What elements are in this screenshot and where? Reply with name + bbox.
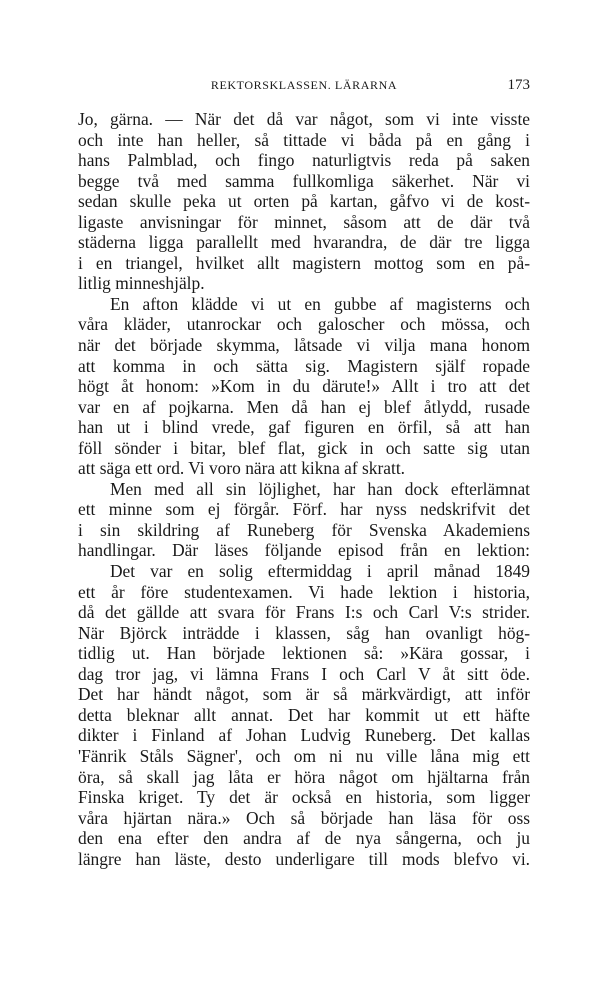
- text-line: den ena efter den andra af de nya sångerna, och ju: [78, 828, 530, 849]
- running-head: REKTORSKLASSEN. LÄRARNA: [210, 78, 398, 92]
- text-line: begge två med samma fullkomliga säkerhet. När vi: [78, 170, 530, 191]
- text-line: 'Fänrik Ståls Sägner', och om ni nu ville låna mig ett: [78, 745, 530, 766]
- text-line: hans Palmblad, och fingo naturligtvis reda på saken: [78, 150, 530, 171]
- text-line: då det gällde att svara för Frans I:s och Carl V:s strider.: [78, 602, 530, 623]
- text-line: sedan skulle peka ut orten på kartan, gåfvo vi de kost-: [78, 191, 530, 212]
- text-line: han ut i blind vrede, gaf figuren en örfil, så att han: [78, 417, 530, 438]
- text-line: Jo, gärna. — När det då var något, som vi inte visste: [78, 109, 530, 129]
- text-line: Men med all sin löjlighet, har han dock efterlämnat: [110, 478, 530, 499]
- text-line: i sin skildring af Runeberg för Svenska Akademiens: [78, 519, 530, 540]
- text-line: När Björck inträdde i klassen, såg han ovanligt hög-: [78, 622, 530, 643]
- text-line: Det har händt något, som är så märkvärdigt, att inför: [78, 684, 530, 705]
- page-header: [78, 76, 530, 94]
- text-line: tidlig ut. Han började lektionen så: »Kära gossar, i: [78, 643, 530, 664]
- text-line: Det var en solig eftermiddag i april månad 1849: [110, 561, 530, 582]
- text-line: när det började skymma, låtsade vi vilja mana honom: [78, 335, 530, 356]
- text-line: att säga ett ord. Vi voro nära att kikna af skratt.: [78, 458, 406, 479]
- text-line: litlig minneshjälp.: [78, 273, 205, 294]
- body-text: [78, 109, 530, 869]
- text-line: våra kläder, utanrockar och galoscher och mössa, och: [78, 314, 530, 335]
- page-number: 173: [507, 77, 530, 93]
- text-line: ett år före studentexamen. Vi hade lektion i historia,: [78, 581, 530, 602]
- text-line: ett minne som ej förgår. Förf. har nyss nedskrifvit det: [78, 499, 530, 520]
- text-line: handlingar. Där läses följande episod från en lektion:: [78, 540, 530, 561]
- text-line: ligaste anvisningar för minnet, såsom att de där två: [78, 211, 530, 232]
- text-line: dikter i Finland af Johan Ludvig Runeberg. Det kallas: [78, 725, 530, 746]
- text-line: öra, så skall jag låta er höra något om hjältarna från: [78, 766, 530, 787]
- text-line: Finska kriget. Ty det är också en historia, som ligger: [78, 787, 530, 808]
- text-line: dag tror jag, vi lämna Frans I och Carl V åt sitt öde.: [78, 663, 530, 684]
- text-line: att komma in och sätta sig. Magistern själf ropade: [78, 355, 530, 376]
- text-line: i en triangel, hvilket allt magistern mottog som en på-: [78, 252, 530, 273]
- text-line: var en af pojkarna. Men då han ej blef åtlydd, rusade: [78, 396, 530, 417]
- text-line: föll sönder i bitar, blef flat, gick in och satte sig utan: [78, 437, 530, 458]
- text-line: städerna ligga parallellt med hvarandra, de där tre ligga: [78, 232, 530, 253]
- text-line: längre han läste, desto underligare till mods blefvo vi.: [78, 848, 530, 869]
- text-line: En afton klädde vi ut en gubbe af magisterns och: [110, 293, 530, 314]
- text-line: våra hjärtan nära.» Och så började han läsa för oss: [78, 807, 530, 828]
- text-line: högt åt honom: »Kom in du därute!» Allt i tro att det: [78, 376, 530, 397]
- text-line: detta bleknar allt annat. Det har kommit ut ett häfte: [78, 704, 530, 725]
- text-line: och inte han heller, så tittade vi båda på en gång i: [78, 129, 530, 150]
